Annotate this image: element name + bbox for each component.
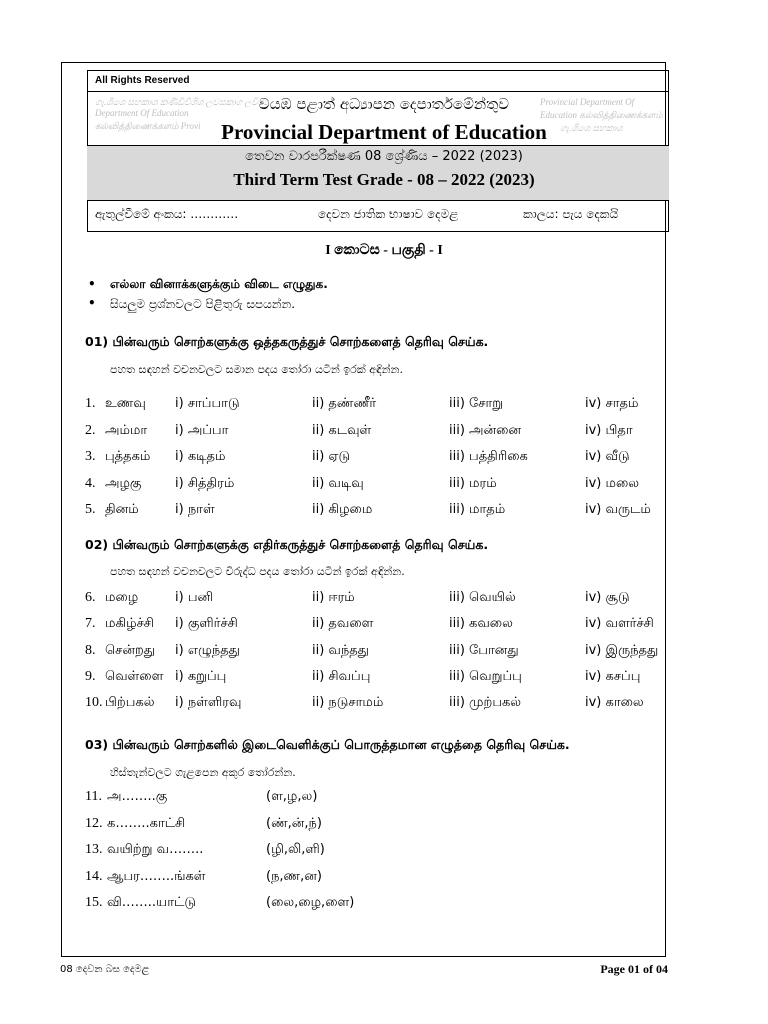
question-word: வயிற்று வ…….. [107,842,204,857]
question-heading: 03) பின்வரும் சொற்களில் இடைவெளிக்குப் பொருத்தமான எழுத்தை தெரிவு செய்க. [85,737,570,752]
option-ii: ii) கிழமை [312,502,373,517]
page-title: Provincial Department of Education [221,120,547,144]
option-iv: iv) காலை [585,695,644,711]
exam-subtitle: Third Term Test Grade - 08 – 2022 (2023) [233,170,535,189]
option-ii: ii) தவளை [312,616,374,632]
option-i: i) நள்ளிரவு [175,695,242,711]
question-heading: 02) பின்வரும் சொற்களுக்கு எதிர்கருத்துச் சொற்களைத் தெரிவு செய்க. [85,537,489,552]
option-iii: iii) வெறுப்பு [449,668,522,684]
letter-options: (ள,ழ,ல) [266,789,318,804]
instruction-item: எல்லா வினாக்களுக்கும் விடை எழுதுக. [110,277,328,291]
question-number: 8. [85,642,96,658]
option-iii: iii) சோறு [449,396,504,411]
question-number: 7. [85,616,96,632]
question-number: 14. [85,868,103,884]
watermark-text: கல்வித்திணைக்களம் Provi [95,121,201,131]
option-iii: iii) மாதம் [449,502,506,517]
option-iii: iii) அன்னை [449,422,522,438]
option-iii: iii) போனது [449,642,519,658]
time-label: කාලය: පැය දෙකයි [523,207,619,221]
question-number: 1. [85,396,96,411]
footer-subject: 08 දෙවන බස දෙමළ [60,964,150,975]
option-ii: ii) ஏடு [312,449,351,464]
option-i: i) பனி [175,590,214,605]
option-i: i) கடிதம் [175,449,226,464]
option-iv: iv) பிதா [585,422,633,438]
index-number-label: ඇතුල්වීමේ අංකය: ………… [95,207,239,221]
question-number: 15. [85,895,103,910]
watermark-text: Education கல்வித்திணைக்களம் [540,110,663,120]
option-i: i) கறுப்பு [175,668,227,684]
question-word: உணவு [105,396,146,411]
question-number: 9. [85,668,96,684]
watermark-text: ගැ.ශිශෙ සහකාශ [560,123,623,133]
bullet-icon: • [88,277,96,291]
question-word: க……..காட்சி [107,815,186,831]
question-number: 12. [85,815,103,831]
option-ii: ii) வடிவு [312,475,364,491]
sinhala-title: වයඹ පළාත් අධ්‍යාපන දෙපාර්තමේන්තුව [258,95,510,113]
question-word: பிற்பகல் [105,695,155,711]
question-number: 6. [85,590,96,605]
question-word: மகிழ்ச்சி [105,616,154,632]
question-number: 4. [85,475,96,491]
instruction-item: සියලුම ප්‍රශ්නවලට පිළිතුරු සපයන්න. [110,297,296,311]
option-iv: iv) சாதம் [585,396,639,411]
question-word: வி……..யாட்டு [107,895,196,910]
question-word: ஆபர……..ங்கள் [107,868,206,884]
part-title: I කොටස - பகுதி - I [325,243,443,258]
question-number: 3. [85,449,96,464]
option-iii: iii) முற்பகல் [449,695,522,711]
watermark-text: Department Of Education [95,108,189,118]
question-word: தினம் [105,502,139,517]
option-ii: ii) நடுசாமம் [312,695,384,711]
option-i: i) நாள் [175,502,215,517]
letter-options: (ழி,லி,ளி) [266,842,325,857]
bullet-icon: • [88,296,96,310]
option-iii: iii) வெயில் [449,590,516,605]
option-i: i) குளிர்ச்சி [175,616,238,632]
question-word: வெள்ளை [105,668,164,684]
option-iv: iv) வீடு [585,449,630,464]
question-word: புத்தகம் [105,449,151,464]
watermark-text: ගැ.ශිශෙ සහකාශ කණිඩිවීශිශ ලවසකාග ලවිජ්‍ය [95,97,269,107]
watermark-text: Provincial Department Of [540,97,635,107]
question-word: சென்றது [105,642,156,658]
question-word: அழகு [105,475,142,491]
option-iv: iv) வளர்ச்சி [585,616,654,632]
question-heading: 01) பின்வரும் சொற்களுக்கு ஒத்தகருத்துச் சொற்களைத் தெரிவு செய்க. [85,334,489,349]
option-iii: iii) கவலை [449,616,513,632]
option-i: i) அப்பா [175,422,229,438]
option-i: i) சாப்பாடு [175,396,240,411]
option-ii: ii) வந்தது [312,642,369,658]
question-number: 2. [85,422,96,438]
option-ii: ii) தண்ணீர் [312,396,377,411]
question-instruction: පහත සඳහන් වචනවලට සමාන පදය තෝරා යටින් ඉරක් අඳින්න. [110,363,403,376]
question-number: 5. [85,502,96,517]
question-word: அம்மா [105,422,148,438]
question-number: 13. [85,842,103,857]
option-ii: ii) சிவப்பு [312,668,371,684]
option-iii: iii) பத்திரிகை [449,449,528,464]
question-word: அ……..கு [107,789,168,804]
question-word: மழை [105,590,139,605]
question-instruction: පහත සඳහන් වචනවලට විරුද්ධ පදය තෝරා යටින් ඉරක් අඳින්න. [110,565,405,578]
option-iv: iv) இருந்தது [585,642,659,658]
rights-label: All Rights Reserved [95,75,190,86]
option-iv: iv) சூடு [585,590,630,605]
question-instruction: හිස්තැන්වලට ගැළපෙන අකුර තෝරන්න. [110,766,296,779]
question-number: 11. [85,789,102,804]
sinhala-subtitle: තෙවන වාරපරීක්ෂණ 08 ශ්‍රේණිය – 2022 (2023) [245,149,523,164]
option-i: i) எழுந்தது [175,642,240,658]
option-iii: iii) மரம் [449,475,497,491]
option-iv: iv) வருடம் [585,502,651,517]
option-i: i) சித்திரம் [175,475,235,491]
divider [87,91,669,92]
question-number: 10. [85,695,103,711]
page-number: Page 01 of 04 [600,962,668,976]
option-iv: iv) கசப்பு [585,668,641,684]
subject-label: දෙවන ජාතික භාෂාව දෙමළ [318,207,459,221]
letter-options: (ந,ண,ன) [266,868,322,884]
letter-options: (ண்,ன்,ந்) [266,815,322,831]
option-iv: iv) மலை [585,475,640,491]
letter-options: (லை,ழை,ளை) [266,895,355,910]
option-ii: ii) கடவுள் [312,422,372,438]
option-ii: ii) ஈரம் [312,590,355,605]
